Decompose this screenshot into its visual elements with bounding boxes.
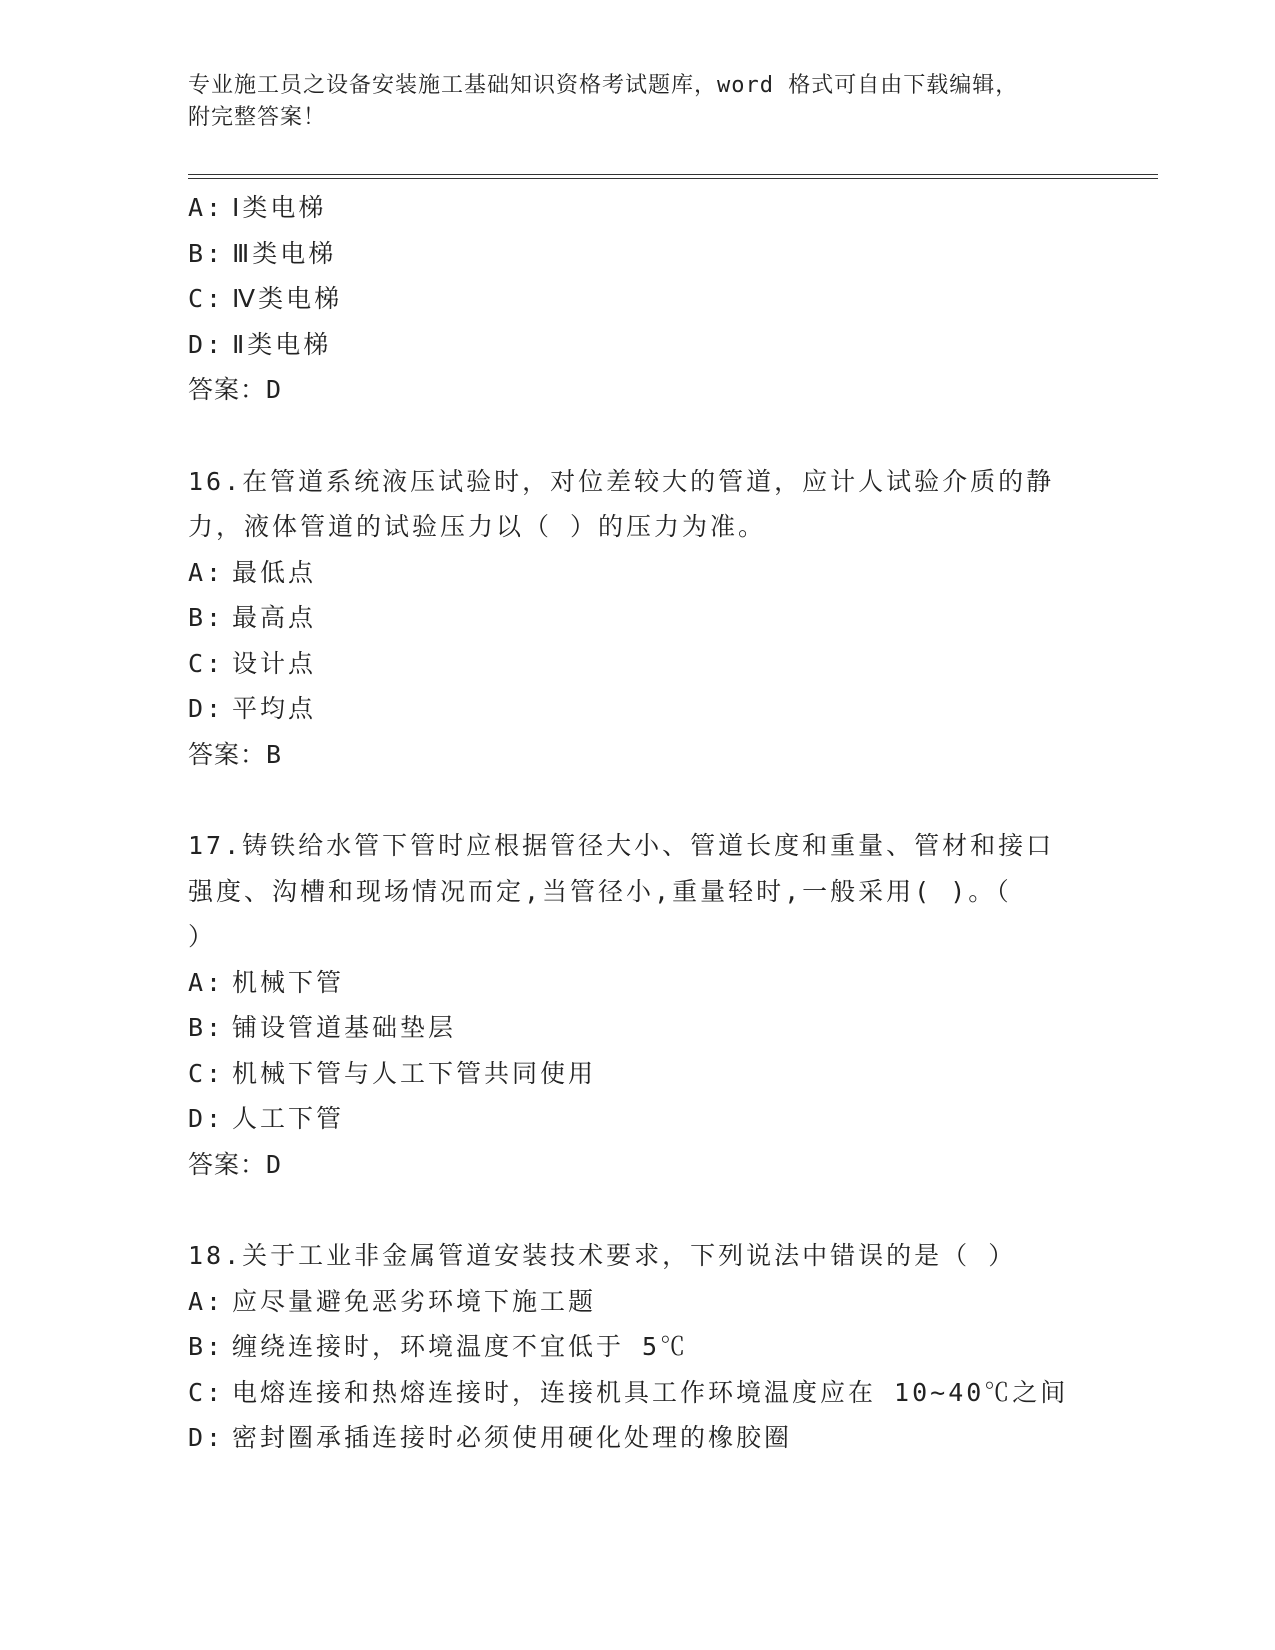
- header-line-1: 专业施工员之设备安装施工基础知识资格考试题库，word 格式可自由下载编辑，: [188, 73, 1019, 98]
- option-c: [188, 1051, 1158, 1097]
- option-d: [188, 322, 1158, 368]
- option-text: Ⅲ类电梯: [232, 238, 337, 268]
- question-stem: 力，液体管道的试验压力以（ ）的压力为准。: [188, 512, 767, 541]
- option-text: 平均点: [232, 694, 317, 723]
- option-b: [188, 595, 1158, 641]
- header-double-rule: [188, 174, 1158, 179]
- option-key: A:: [188, 967, 225, 997]
- option-text: 最高点: [232, 603, 317, 632]
- document-header: [188, 70, 1158, 134]
- option-b: [188, 231, 1158, 277]
- option-key: B:: [188, 238, 225, 268]
- option-text: Ⅰ类电梯: [232, 193, 327, 222]
- option-a: [188, 1279, 1158, 1325]
- question-17: [188, 823, 1158, 1187]
- option-key: D:: [188, 329, 225, 359]
- option-c: [188, 641, 1158, 687]
- option-key: D:: [188, 1423, 225, 1452]
- option-key: D:: [188, 694, 225, 723]
- option-text: Ⅳ类电梯: [232, 284, 343, 313]
- option-text: 密封圈承插连接时必须使用硬化处理的橡胶圈: [232, 1423, 793, 1452]
- question-stem: 16.在管道系统液压试验时，对位差较大的管道，应计人试验介质的静: [188, 466, 1055, 496]
- option-text: 缠绕连接时，环境温度不宜低于 5℃: [232, 1332, 689, 1361]
- option-a: [188, 550, 1158, 596]
- option-key: B:: [188, 1013, 225, 1042]
- question-stem: ）: [188, 922, 217, 951]
- answer: 答案：D: [188, 1149, 283, 1179]
- option-a: [188, 960, 1158, 1006]
- question-stem: 17.铸铁给水管下管时应根据管径大小、管道长度和重量、管材和接口: [188, 831, 1055, 860]
- option-text: 应尽量避免恶劣环境下施工题: [232, 1286, 597, 1316]
- option-key: D:: [188, 1104, 225, 1133]
- option-key: C:: [188, 1377, 225, 1407]
- option-b: [188, 1005, 1158, 1051]
- question-15: [188, 185, 1158, 413]
- option-key: B:: [188, 603, 225, 632]
- option-d: [188, 686, 1158, 732]
- question-16: [188, 459, 1158, 778]
- answer: 答案：B: [188, 739, 283, 769]
- option-text: 设计点: [232, 648, 317, 678]
- option-d: [188, 1096, 1158, 1142]
- option-a: [188, 185, 1158, 231]
- question-stem: 18.关于工业非金属管道安装技术要求，下列说法中错误的是（ ）: [188, 1241, 1017, 1270]
- option-d: [188, 1415, 1158, 1461]
- question-stem: 强度、沟槽和现场情况而定,当管径小,重量轻时,一般采用( )。（: [188, 876, 1012, 906]
- option-key: A:: [188, 1286, 225, 1316]
- option-key: C:: [188, 284, 225, 313]
- option-text: 最低点: [232, 557, 317, 587]
- question-18: [188, 1233, 1158, 1461]
- option-c: [188, 276, 1158, 322]
- answer: 答案：D: [188, 375, 283, 404]
- option-text: 铺设管道基础垫层: [232, 1013, 457, 1042]
- option-text: Ⅱ类电梯: [232, 329, 332, 359]
- header-line-2: 附完整答案！: [188, 105, 327, 130]
- option-key: A:: [188, 557, 225, 587]
- option-key: C:: [188, 1058, 225, 1088]
- option-text: 机械下管: [232, 967, 345, 997]
- option-key: A:: [188, 193, 225, 222]
- option-key: B:: [188, 1332, 225, 1361]
- option-text: 机械下管与人工下管共同使用: [232, 1058, 597, 1088]
- document-page: [188, 70, 1158, 1461]
- option-text: 电熔连接和热熔连接时，连接机具工作环境温度应在 10~40℃之间: [232, 1377, 1069, 1407]
- option-key: C:: [188, 648, 225, 678]
- option-text: 人工下管: [232, 1104, 345, 1133]
- option-c: [188, 1370, 1158, 1416]
- option-b: [188, 1324, 1158, 1370]
